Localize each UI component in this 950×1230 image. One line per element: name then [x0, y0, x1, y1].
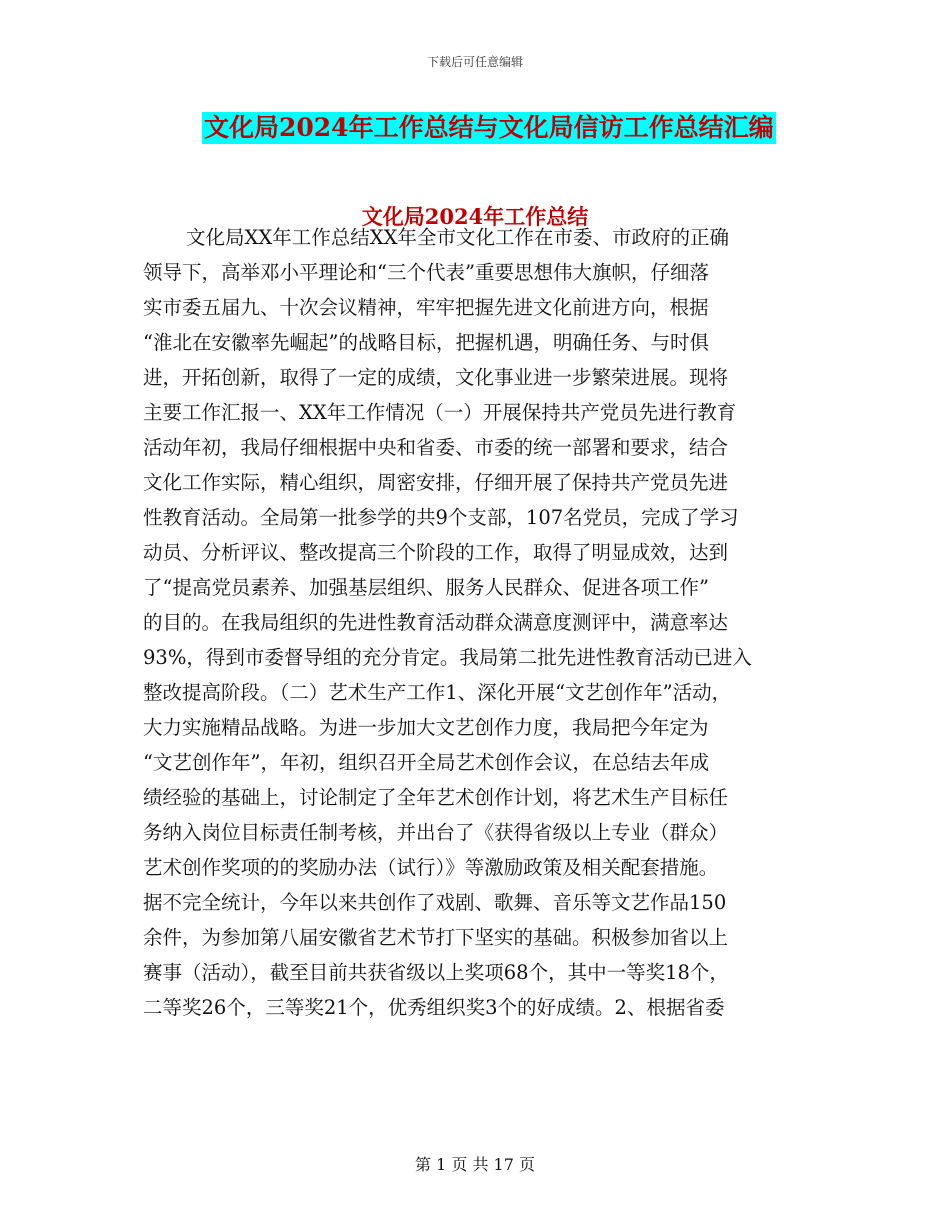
document-title: 文化局2024年工作总结与文化局信访工作总结汇编 — [204, 113, 774, 142]
paragraph-line: 进，开拓创新，取得了一定的成绩，文化事业进一步繁荣进展。现将 — [143, 366, 729, 389]
paragraph-line: 据不完全统计，今年以来共创作了戏剧、歌舞、音乐等文艺作品150 — [143, 891, 727, 914]
paragraph-line: 绩经验的基础上，讨论制定了全年艺术创作计划，将艺术生产目标任 — [143, 786, 729, 809]
paragraph-line: 大力实施精品战略。为进一步加大文艺创作力度，我局把今年定为 — [143, 716, 709, 739]
paragraph-line: 的目的。在我局组织的先进性教育活动群众满意度测评中，满意率达 — [143, 611, 729, 634]
paragraph-line: “淮北在安徽率先崛起”的战略目标，把握机遇，明确任务、与时俱 — [143, 331, 709, 354]
paragraph-line: 动员、分析评议、整改提高三个阶段的工作，取得了明显成效，达到 — [143, 541, 729, 564]
paragraph-line: 二等奖26个，三等奖21个，优秀组织奖3个的好成绩。2、根据省委 — [143, 996, 725, 1019]
paragraph-line: 93%，得到市委督导组的充分肯定。我局第二批先进性教育活动已进入 — [143, 646, 752, 669]
paragraph-line: 整改提高阶段。（二）艺术生产工作1、深化开展“文艺创作年”活动， — [143, 681, 732, 704]
paragraph-line: 务纳入岗位目标责任制考核，并出台了《获得省级以上专业（群众） — [143, 821, 729, 844]
section-title: 文化局2024年工作总结 — [361, 204, 589, 229]
paragraph-line: “文艺创作年”，年初，组织召开全局艺术创作会议，在总结去年成 — [143, 751, 709, 774]
paragraph-line: 文化局XX年工作总结XX年全市文化工作在市委、市政府的正确 — [186, 226, 730, 249]
paragraph-line: 文化工作实际，精心组织，周密安排，仔细开展了保持共产党员先进 — [143, 471, 729, 494]
paragraph-line: 性教育活动。全局第一批参学的共9个支部，107名党员，完成了学习 — [143, 506, 739, 529]
paragraph-line: 赛事（活动），截至目前共获省级以上奖项68个，其中一等奖18个， — [143, 961, 729, 984]
paragraph-line: 实市委五届九、十次会议精神，牢牢把握先进文化前进方向，根据 — [143, 296, 709, 319]
header-note: 下载后可任意编辑 — [426, 55, 523, 69]
paragraph-line: 了“提高党员素养、加强基层组织、服务人民群众、促进各项工作” — [143, 576, 709, 599]
paragraph-line: 活动年初，我局仔细根据中央和省委、市委的统一部署和要求，结合 — [143, 436, 729, 459]
paragraph-line: 领导下，高举邓小平理论和“三个代表”重要思想伟大旗帜，仔细落 — [143, 261, 709, 284]
page-number-footer: 第 1 页 共 17 页 — [415, 1155, 535, 1174]
paragraph-line: 余件，为参加第八届安徽省艺术节打下坚实的基础。积极参加省以上 — [143, 926, 729, 949]
paragraph-line: 主要工作汇报一、XX年工作情况（一）开展保持共产党员先进行教育 — [143, 401, 737, 424]
paragraph-line: 艺术创作奖项的的奖励办法（试行）》等激励政策及相关配套措施。 — [143, 856, 719, 879]
